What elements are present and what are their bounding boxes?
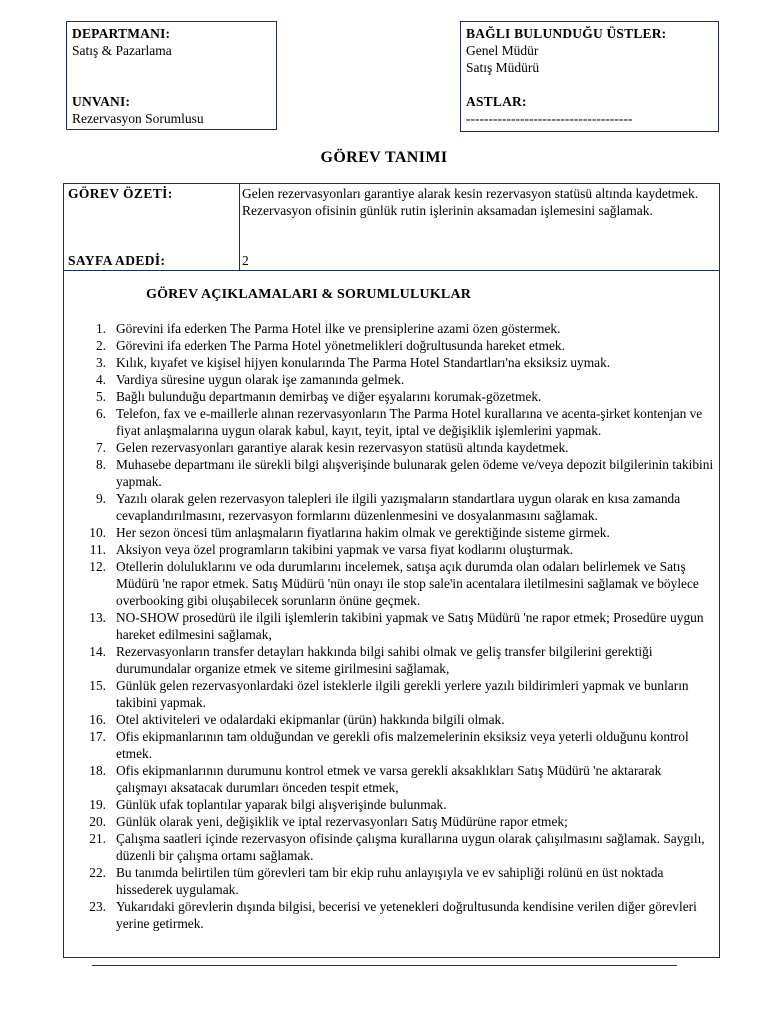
duty-item <box>64 796 719 813</box>
duty-item-text: Görevini ifa ederken The Parma Hotel yönetmelikleri doğrultusunda hareket etmek. <box>116 338 565 353</box>
duty-item-number: 2. <box>95 338 106 353</box>
duty-item-text: Ofis ekipmanlarının durumunu kontrol etmek ve varsa gerekli aksaklıkları Satış Müdürü 'ne aktararak çalışmayı aksatacak durumları önceden tespit etmek, <box>116 763 662 795</box>
duty-item-number: 11. <box>89 542 106 557</box>
department-value: Satış & Pazarlama <box>72 43 172 58</box>
duty-item-text: Her sezon öncesi tüm anlaşmaların fiyatlarına hakim olmak ve gerektiğinde sisteme girmek. <box>116 525 610 540</box>
duty-item-text: Otel aktiviteleri ve odalardaki ekipmanlar (ürün) hakkında bilgili olmak. <box>116 712 505 727</box>
duty-item-text: Günlük gelen rezervasyonlardaki özel isteklerle ilgili gerekli yerlere yazılı bildirimleri yapmak ve bunların takibini yapmak. <box>116 678 689 710</box>
duty-item-number: 13. <box>89 610 106 625</box>
duty-item-number: 16. <box>89 712 106 727</box>
duty-item-number: 12. <box>89 559 106 574</box>
bottom-divider <box>92 965 677 966</box>
duty-item-number: 15. <box>89 678 106 693</box>
document-title: GÖREV TANIMI <box>320 149 448 166</box>
duty-item <box>64 762 719 796</box>
duty-item <box>64 677 719 711</box>
summary-label: GÖREV ÖZETİ: <box>68 186 173 201</box>
duty-item-number: 7. <box>95 440 106 455</box>
duty-item <box>64 524 719 541</box>
duty-item-number: 9. <box>95 491 106 506</box>
duty-item <box>64 541 719 558</box>
duty-item <box>64 898 719 932</box>
page-count-label: SAYFA ADEDİ: <box>68 253 166 268</box>
duty-item-text: Günlük ufak toplantılar yaparak bilgi alışverişinde bulunmak. <box>116 797 447 812</box>
duty-item <box>64 354 719 371</box>
duty-item-number: 1. <box>95 321 106 336</box>
duty-item <box>64 609 719 643</box>
duty-item <box>64 643 719 677</box>
duty-item-text: Bu tanımda belirtilen tüm görevleri tam bir ekip ruhu anlayışıyla ve ev sahipliği rolünü en üst noktada hissederek uygulamak. <box>116 865 664 897</box>
duty-item-number: 6. <box>95 406 106 421</box>
job-title-value: Rezervasyon Sorumlusu <box>72 111 204 126</box>
department-label: DEPARTMANI: <box>72 26 171 41</box>
duty-item-number: 22. <box>89 865 106 880</box>
job-description-table <box>63 183 720 958</box>
duty-item-text: Muhasebe departmanı ile sürekli bilgi alışverişinde bulunarak gelen ödeme ve/veya depozit bilgilerinin takibini yapmak. <box>116 457 714 489</box>
duty-item-text: Yukarıdaki görevlerin dışında bilgisi, becerisi ve yetenekleri doğrultusunda kendisine verilen diğer görevleri yerine getirmek. <box>116 899 697 931</box>
duty-item-number: 3. <box>95 355 106 370</box>
subordinates-label: ASTLAR: <box>466 94 527 109</box>
duty-item-text: Bağlı bulunduğu departmanın demirbaş ve diğer eşyalarını korumak-gözetmek. <box>116 389 542 404</box>
duty-item-number: 17. <box>89 729 106 744</box>
duty-item-text: Günlük olarak yeni, değişiklik ve iptal rezervasyonları Satış Müdürüne rapor etmek; <box>116 814 568 829</box>
duty-item <box>64 371 719 388</box>
duty-item-text: NO-SHOW prosedürü ile ilgili işlemlerin takibini yapmak ve Satış Müdürü 'ne rapor etmek; Prosedüre uygun hareket edilmesini sağlamak, <box>116 610 704 642</box>
duty-item-text: Telefon, fax ve e-maillerle alınan rezervasyonların The Parma Hotel kurallarına ve acenta-şirket kontenjan ve fiyat anlaşmalarına uygun olarak kabul, kayıt, teyit, iptal ve değişiklik işlemlerini yapmak. <box>116 406 703 438</box>
duty-item-number: 21. <box>89 831 106 846</box>
duty-item-number: 8. <box>95 457 106 472</box>
duty-item-number: 19. <box>89 797 106 812</box>
duty-item-text: Rezervasyonların transfer detayları hakkında bilgi sahibi olmak ve geliş transfer bilgilerini gerektiği durumundalar organize etmek ve siteme girilmesini sağlamak, <box>116 644 653 676</box>
duty-item <box>64 388 719 405</box>
superior-item: Genel Müdür <box>466 43 539 58</box>
duty-item-number: 5. <box>95 389 106 404</box>
summary-text-cell <box>240 184 719 271</box>
duty-item-text: Aksiyon veya özel programların takibini yapmak ve varsa fiyat kodlarını oluşturmak. <box>116 542 574 557</box>
duty-item-text: Vardiya süresine uygun olarak işe zamanında gelmek. <box>116 372 405 387</box>
superiors-box <box>460 21 719 132</box>
department-box <box>66 21 277 130</box>
job-title-label: UNVANI: <box>72 94 131 109</box>
duty-item-text: Ofis ekipmanlarının tam olduğundan ve gerekli ofis malzemelerinin eksiksiz veya yeterli olduğunu kontrol etmek. <box>116 729 689 761</box>
duties-section-title: GÖREV AÇIKLAMALARI & SORUMLULUKLAR <box>146 287 472 302</box>
duty-item <box>64 728 719 762</box>
duty-item-text: Kılık, kıyafet ve kişisel hijyen konularında The Parma Hotel Standartları'na eksiksiz uymak. <box>116 355 611 370</box>
duty-item-text: Yazılı olarak gelen rezervasyon talepleri ile ilgili yazışmaların standartlara uygun olarak en kısa zamanda cevaplandırılmasını, rezervasyon formlarını düzenlenmesini ve dosyalanmasını sağlamak. <box>116 491 681 523</box>
duty-item <box>64 439 719 456</box>
page-count-value: 2 <box>242 253 249 268</box>
duty-item <box>64 490 719 524</box>
duty-item-number: 20. <box>89 814 106 829</box>
summary-text: Gelen rezervasyonları garantiye alarak kesin rezervasyon statüsü altında kaydetmek. Rezervasyon ofisinin günlük rutin işlerinin aksamadan işlemesini sağlamak. <box>242 186 699 218</box>
duty-item-number: 14. <box>89 644 106 659</box>
duty-item <box>64 813 719 830</box>
subordinates-value: ------------------------------------- <box>466 111 633 126</box>
duty-item-number: 4. <box>95 372 106 387</box>
duty-item <box>64 405 719 439</box>
duty-item-text: Otellerin doluluklarını ve oda durumlarını incelemek, satışa açık durumda olan odaları belirlemek ve Satış Müdürü 'ne rapor etmek. Satış Müdürü 'nün onayı ile stop sale'in acentalara iletilmesini sağlamak ve böylece overbooking gibi oluşabilecek sorunların önüne geçmek. <box>116 559 699 608</box>
duty-item-text: Çalışma saatleri içinde rezervasyon ofisinde çalışma kurallarına uygun olarak çalışılmasını sağlamak. Saygılı, düzenli bir çalışma ortamı sağlamak. <box>116 831 705 863</box>
duty-item <box>64 320 719 337</box>
duty-item <box>64 864 719 898</box>
duty-item-number: 23. <box>89 899 106 914</box>
duty-item-text: Görevini ifa ederken The Parma Hotel ilke ve prensiplerine azami özen göstermek. <box>116 321 561 336</box>
superior-item: Satış Müdürü <box>466 60 540 75</box>
duty-item <box>64 456 719 490</box>
duty-item-number: 10. <box>89 525 106 540</box>
superiors-label: BAĞLI BULUNDUĞU ÜSTLER: <box>466 26 667 41</box>
duty-item <box>64 830 719 864</box>
duty-item <box>64 711 719 728</box>
duty-item <box>64 337 719 354</box>
duties-list <box>64 320 719 932</box>
summary-label-cell <box>64 184 240 271</box>
duty-item-number: 18. <box>89 763 106 778</box>
duty-item-text: Gelen rezervasyonları garantiye alarak kesin rezervasyon statüsü altında kaydetmek. <box>116 440 569 455</box>
duty-item <box>64 558 719 609</box>
